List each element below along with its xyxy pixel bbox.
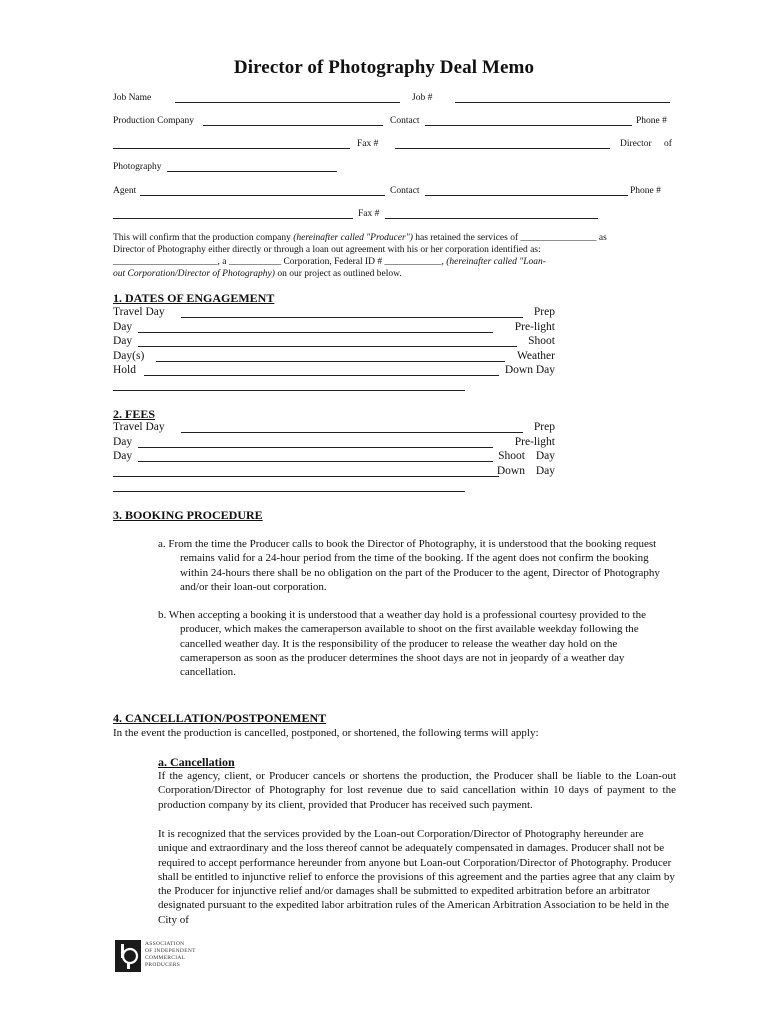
dates-row-field[interactable] [138, 346, 517, 347]
contact-field[interactable] [425, 125, 632, 126]
fees-row-label: Travel Day [113, 421, 165, 433]
cancellation-subheading: a. Cancellation [158, 755, 235, 769]
cancellation-heading: 4. CANCELLATION/POSTPONEMENT [113, 711, 327, 725]
intro-line-3: ______________________, a ___________ Corporation, Federal ID # ____________, (hereinafter called "Loan- [113, 257, 546, 267]
fees-row-field[interactable] [113, 476, 499, 477]
phone-field[interactable] [113, 148, 350, 149]
dates-row-label: Day [113, 320, 133, 333]
dates-extra-line[interactable] [113, 390, 465, 391]
fees-row-label: Day [113, 450, 133, 462]
agent-label: Agent [113, 186, 137, 196]
fees-row-field[interactable] [138, 447, 493, 448]
intro-line-4: out Corporation/Director of Photography) on our project as outlined below. [113, 269, 402, 279]
production-company-label: Production Company [113, 116, 195, 126]
dates-row-field[interactable] [156, 361, 505, 362]
booking-clause-b: b. When accepting a booking it is understood that a weather day hold is a professional courtesy provided to the producer, which makes the cameraperson available to shoot on the first available weekday following the cancelled weather day. It is the responsibility of the producer to release the weather day hold on the cameraperson as soon as the producer determines the shoot days are not in jeopardy of a weather day cancellation. [158, 609, 646, 679]
dates-row-label: Hold [113, 364, 136, 376]
cancellation-paragraph-1: If the agency, client, or Producer cancels or shortens the production, the Producer shall be liable to the Loan-out Corporation/Director of Photography for lost revenue due to said cancellation within 10 days of payment to the production company by its client, provided that Producer has received such payment. [158, 770, 676, 811]
fees-row-label: Day [113, 435, 133, 448]
agent-field[interactable] [140, 195, 385, 196]
agent-phone-field[interactable] [113, 218, 353, 219]
logo-line-3: COMMERCIAL [145, 955, 186, 961]
page-title: Director of Photography Deal Memo [233, 57, 535, 78]
agent-phone-label: Phone # [630, 186, 661, 196]
fees-heading: 2. FEES [113, 407, 156, 421]
aicp-logo-mark [115, 940, 141, 972]
aicp-logo-text [145, 941, 196, 969]
booking-clause-a: a. From the time the Producer calls to book the Director of Photography, it is understood that the booking request remains valid for a 24-hour period from the time of the booking. If the agent does not confirm the booking within 24-hours there shall be no obligation on the part of the Producer to the agent, Director of Photography and/or their loan-out corporation. [158, 538, 660, 593]
intro-line-1: This will confirm that the production company (hereinafter called "Producer") has retained the services of ________________ as [113, 233, 607, 243]
booking-heading: 3. BOOKING PROCEDURE [113, 508, 263, 522]
agent-fax-label: Fax # [358, 209, 380, 219]
fees-row-type: Shoot Day [498, 450, 555, 462]
agent-contact-field[interactable] [425, 195, 628, 196]
agent-contact-label: Contact [390, 186, 420, 196]
logo-line-1: ASSOCIATION [145, 941, 185, 947]
dates-row-label: Day [113, 335, 133, 347]
aicp-mark-icon [115, 940, 141, 972]
contact-label: Contact [390, 116, 420, 126]
fees-row-field[interactable] [138, 461, 493, 462]
job-name-label: Job Name [113, 93, 152, 103]
photography-label: Photography [113, 162, 162, 172]
fees-row-type: Prep [533, 421, 555, 433]
fax-label: Fax # [357, 139, 379, 149]
dates-row-type: Down Day [504, 364, 555, 376]
director-of-label: Director of [620, 139, 672, 149]
fees-extra-line[interactable] [113, 491, 465, 492]
logo-line-4: PRODUCERS [145, 962, 181, 968]
dates-row-label: Travel Day [113, 306, 165, 318]
cancellation-intro: In the event the production is cancelled, postponed, or shortened, the following terms will apply: [113, 727, 539, 739]
phone-label: Phone # [636, 116, 667, 126]
dates-row-field[interactable] [138, 332, 493, 333]
agent-fax-field[interactable] [385, 218, 598, 219]
logo-line-2: OF INDEPENDENT [145, 948, 196, 954]
dates-row-type: Prep [533, 306, 555, 318]
fax-field[interactable] [395, 148, 610, 149]
job-number-label: Job # [412, 93, 433, 103]
intro-line-2: Director of Photography either directly or through a loan out agreement with his or her corporation identified as: [113, 245, 541, 255]
fees-row-type: Down Day [496, 464, 555, 477]
dates-row-type: Pre-light [514, 320, 555, 333]
dates-row-field[interactable] [144, 375, 499, 376]
dates-heading: 1. DATES OF ENGAGEMENT [113, 291, 275, 305]
production-company-field[interactable] [203, 125, 383, 126]
aicp-logo [115, 940, 197, 974]
job-name-field[interactable] [175, 102, 400, 103]
fees-row-field[interactable] [181, 432, 523, 433]
photography-field[interactable] [167, 171, 337, 172]
job-number-field[interactable] [455, 102, 670, 103]
dates-row-label: Day(s) [113, 349, 145, 362]
fees-row-type: Pre-light [514, 435, 555, 448]
dates-row-field[interactable] [181, 317, 523, 318]
dates-row-type: Shoot [528, 335, 555, 347]
cancellation-paragraph-2: It is recognized that the services provided by the Loan-out Corporation/Director of Photography hereunder are unique and extraordinary and the loss thereof cannot be adequately compensated in damages. Producer shall not be required to accept performance hereunder from anyone but Loan-out Corporation/Director of Photography. Producer shall be entitled to injunctive relief to enforce the provisions of this agreement and the parties agree that any claim by the Producer for injunctive relief and/or damages shall be submitted to expedited arbitration before an arbitrator designated pursuant to the expedited labor arbitration rules of the American Arbitration Association to be held in the City of [158, 828, 675, 926]
dates-row-type: Weather [516, 349, 555, 362]
